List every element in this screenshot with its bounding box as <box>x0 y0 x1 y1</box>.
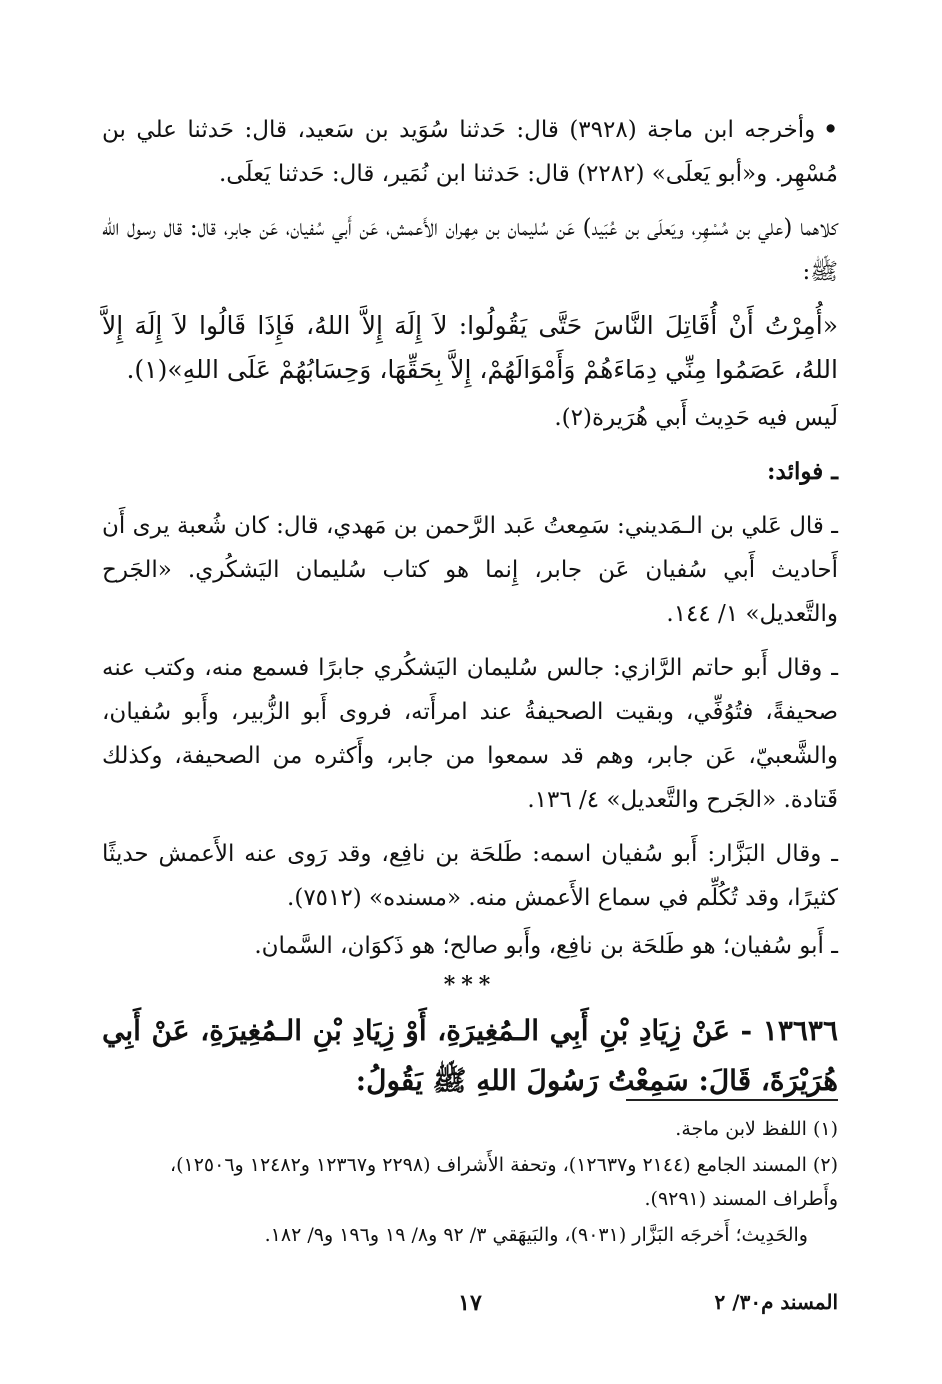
page-footer <box>102 1290 838 1326</box>
volume-signature: المسند م٣٠/ ٢ <box>714 1290 838 1314</box>
benefits-heading: ـ فوائد: <box>767 458 838 485</box>
page-number: ١٧ <box>458 1290 482 1316</box>
bullet-icon: • <box>823 116 838 143</box>
paragraph-note: لَيس فيه حَدِيث أَبي هُرَيرة(٢). <box>554 405 838 431</box>
paragraph-isnad: كلاهما (علي بن مُسْهِر، ويَعلَى بن عُبَيد) عَن سُليمان بن مِهران الأَعمش، عَن أَبي سُفيان، عَن جابر، قال: قال رسول الله ﷺ: <box>102 215 838 285</box>
takhrij-text: وأخرجه ابن ماجة (٣٩٢٨) قال: حَدثنا سُوَيد بن سَعيد، قال: حَدثنا علي بن مُسْهِر. و«أبو يَعلَى» (٢٢٨٢) قال: حَدثنا ابن نُمَير، قال: حَدثنا يَعلَى. <box>102 117 838 187</box>
footnotes <box>102 1112 838 1252</box>
benefit-abu-hatim: ـ وقال أَبو حاتم الرَّازي: جالس سُليمان اليَشكُري جابرًا فسمع منه، وكتب عنه صحيفةً، فتُوُفِّي، وبقيت الصحيفةُ عند امرأَته، فروى أَبو الزُّبير، وأَبو سُفيان، والشَّعبيّ، عَن جابر، وهم قد سمعوا من جابر، وأَكثره من الصحيفة، وكذلك قَتادة. «الجَرح والتَّعديل» ٤/ ١٣٦. <box>102 655 838 813</box>
paragraph-takhrij <box>102 108 838 196</box>
hadith-13636-heading: ١٣٦٣٦ - عَنْ زِيَادِ بْنِ أَبِي الـمُغِيرَةِ، أَوْ زِيَادِ بْنِ الـمُغِيرَةِ، عَنْ أَبِي هُرَيْرَةَ، قَالَ: سَمِعْتُ رَسُولَ اللهِ ﷺ يَقُولُ: <box>102 1014 838 1097</box>
footnote-3: والحَدِيث؛ أَخرجَه البَزَّار (٩٠٣١)، والبَيهَقي ٣/ ٩٢ و٨/ ١٩ و١٩٦ و٩/ ١٨٢. <box>264 1224 808 1246</box>
benefit-bazzar: ـ وقال البَزَّار: أَبو سُفيان اسمه: طَلحَة بن نافِع، وقد رَوى عنه الأَعمش حديثًا كثيرًا، وقد تُكُلِّم في سماع الأَعمش منه. «مسنده» (٧٥١٢). <box>102 841 838 911</box>
footnote-rule <box>626 1099 838 1101</box>
footnote-1: (١) اللفظ لابن ماجة. <box>675 1118 838 1140</box>
page-body <box>102 108 838 1106</box>
benefit-names: ـ أَبو سُفيان؛ هو طَلحَة بن نافِع، وأَبو صالح؛ هو ذَكوَان، السَّمان. <box>254 933 838 959</box>
footnote-2: (٢) المسند الجامع (٢١٤٤ و١٢٦٣٧)، وتحفة الأَشراف (٢٢٩٨ و١٢٣٦٧ و١٢٤٨٢ و١٢٥٠٦)، وأَطراف المسند (٩٢٩١). <box>169 1154 838 1210</box>
benefit-madini: ـ قال عَلي بن الـمَديني: سَمِعتُ عَبد الرَّحمن بن مَهدي، قال: كان شُعبة يرى أَن أَحاديث أَبي سُفيان عَن جابر، إِنما هو كتاب سُليمان اليَشكُري. «الجَرح والتَّعديل» ١/ ١٤٤. <box>102 513 838 627</box>
hadith-matn: «أُمِرْتُ أَنْ أُقَاتِلَ النَّاسَ حَتَّى يَقُولُوا: لاَ إِلَهَ إِلاَّ اللهُ، فَإِذَا قَالُوا لاَ إِلَهَ إِلاَّ اللهُ، عَصَمُوا مِنِّي دِمَاءَهُمْ وَأَمْوَالَهُمْ، إِلاَّ بِحَقِّهَا، وَحِسَابُهُمْ عَلَى اللهِ»(١). <box>102 311 838 384</box>
section-divider-stars: *** <box>443 972 497 998</box>
